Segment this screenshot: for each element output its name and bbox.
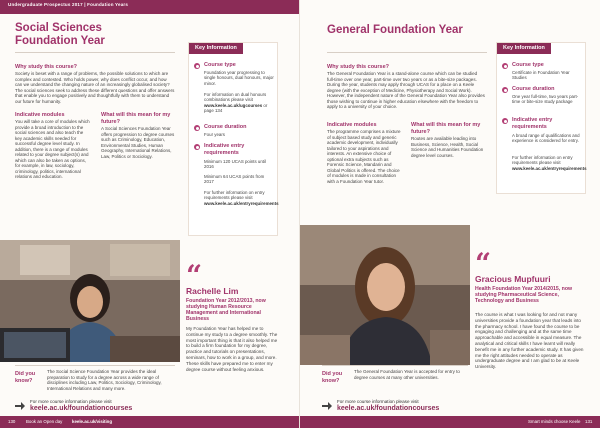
future-text: Routes are available leading into Business, Science, Health, Social Science and Humanities Foundation degree level courses. (411, 136, 484, 158)
duration-text: One year full-time, two years part-time or bite-size study package (512, 94, 579, 105)
did-you-know-label: Did you know? (322, 371, 343, 384)
future-text: A Social Sciences Foundation Year offers progression to degree courses such as Criminology, Education, Environmental Studies, Human Geography, International Relations, Law, Politics or Sociology. (101, 126, 175, 159)
pointer-icon (322, 402, 332, 410)
entry-extra: Minimum 64 UCAS points from 2017 (204, 174, 265, 185)
key-information-box (188, 42, 278, 236)
page-title: General Foundation Year (327, 24, 463, 36)
course-type-text: Foundation year progressing to single honours, dual honours, major minor. (204, 70, 274, 86)
divider (322, 365, 468, 366)
why-heading: Why study this course? (15, 64, 78, 70)
divider (15, 365, 175, 366)
entry-more: For further information on entry requirements please visit (512, 155, 573, 166)
entry-requirements-link[interactable]: www.keele.ac.uk/entryrequirements (204, 200, 279, 206)
key-information-heading: Key Information (189, 43, 243, 54)
page-title: Social Sciences Foundation Year (15, 22, 105, 47)
testimonial-role: Health Foundation Year 2014/2015, now studying Pharmaceutical Science, Technology and Business (475, 286, 573, 304)
divider (15, 52, 175, 53)
foundation-courses-link[interactable]: keele.ac.uk/foundationcourses (337, 405, 440, 412)
page-number: 131 (585, 419, 593, 424)
header-text: Undergraduate Prospectus 2017 | Foundation Years (8, 2, 129, 7)
entry-title: Indicative entry requirements (204, 143, 245, 156)
more-info (30, 399, 180, 413)
student-laptop-image (0, 240, 180, 362)
ugcourses-link[interactable]: www.keele.ac.uk/ugcourses (204, 102, 263, 108)
more-info (337, 399, 477, 413)
modules-heading: Indicative modules (327, 122, 377, 128)
quote-icon: “ (475, 247, 492, 280)
course-type-icon (194, 63, 200, 69)
divider (327, 52, 487, 53)
why-heading: Why study this course? (327, 64, 390, 70)
testimonial-name: Rachelle Lim (186, 286, 239, 296)
more-info-text: For more course information please visit (337, 399, 419, 404)
why-text: The General Foundation Year is a stand-alone course which can be studied full-time over one year, part-time over two years or as a bite-size packages. During the year, students may apply through UCAS for a place on a Keele degree (with the exception of Medicine, Physiotherapy and Social Work). However, the independent nature of the General Foundation Year also provides those wishing to continue in higher education elsewhere with the freedom to apply to a university of your choice. (327, 71, 485, 109)
student-photo (0, 240, 180, 362)
entry-icon (194, 144, 200, 150)
modules-text: You will take a core of modules which provide a broad introduction to the social sciences and also teach the key academic skills needed for successful degree level study. In addition, there is a range of modules related to your degree subject(s) and which can also be taken as options, for example, in law, sociology, criminology, politics, international relations and education. (15, 119, 90, 179)
course-type-extra: For information on dual honours combinations please visit (204, 92, 267, 103)
course-type-icon (502, 63, 508, 69)
entry-more: For further information on entry requirements please visit (204, 190, 265, 201)
footer-bar (0, 416, 300, 428)
duration-title: Course duration (512, 86, 555, 92)
student-photo (300, 225, 470, 365)
duration-title: Course duration (204, 124, 247, 130)
testimonial-role: Foundation Year 2012/2013, now studying Human Resource Management and International Business (186, 298, 266, 322)
duration-text: Four years (204, 132, 225, 137)
why-text: Society is beset with a range of problems, the possible solutions to which are complex and contested. Who holds power, why does conflict occur, and how can we understand the changing nature of an increasingly globalised society? The social sciences seek to address these different questions and offer answers that enable you to engage positively and thoughtfully with them to understand our future for humanity. (15, 71, 175, 104)
entry-icon (502, 118, 508, 124)
testimonial-name: Gracious Mupfuuri (475, 274, 551, 284)
footer-text: Smart minds choose Keele (528, 419, 581, 424)
student-portrait-image (300, 225, 470, 365)
entry-title: Indicative entry requirements (512, 117, 553, 130)
duration-icon (502, 87, 508, 93)
entry-text: Minimum 120 UCAS points until 2016 (204, 159, 266, 170)
right-page (300, 0, 600, 428)
future-heading: What will this mean for my future? (411, 122, 481, 135)
did-you-know-label: Did you know? (15, 371, 36, 384)
key-information-heading: Key Information (497, 43, 551, 54)
page-number: 130 (8, 419, 16, 424)
did-you-know-text: The General Foundation Year is accepted for entry to degree courses at many other universities. (354, 369, 460, 380)
testimonial-quote: My Foundation Year has helped me to continue my study to a degree smoothly. The most important thing is that it also helped me to build a firm foundation for my degree, practice and tutorials on presentations, seminars, how to work in a group, and more. These skills have prepared me to enter my degree course without feeling anxious. (186, 326, 278, 372)
future-heading: What will this mean for my future? (101, 112, 171, 125)
entry-requirements-link[interactable]: www.keele.ac.uk/entryrequirements (512, 165, 587, 171)
quote-icon: “ (186, 259, 203, 292)
header-bar (0, 0, 300, 14)
course-type-tail: or page 134 (204, 102, 268, 113)
did-you-know-text: The Social Science Foundation Year provides the ideal preparation to study for a degree across a wide range of disciplines including Law, Politics, Sociology, Criminology, International Relations and many more. (47, 369, 162, 391)
foundation-courses-link[interactable]: keele.ac.uk/foundationcourses (30, 405, 133, 412)
visiting-link[interactable]: keele.ac.uk/visiting (72, 419, 113, 424)
pointer-icon (15, 402, 25, 410)
key-information-box (496, 42, 586, 194)
duration-icon (194, 125, 200, 131)
modules-text: The programme comprises a mixture of subject based study and generic academic development, individually tailored to your aspirations and interests. An extensive choice of optional extra subjects such as Forensic Science, Mandarin and Global Politics is offered. The choice of modules is made in consultation with a Foundation Year tutor. (327, 129, 401, 184)
course-type-title: Course type (512, 62, 544, 68)
entry-text: A broad range of qualifications and experience is considered for entry. (512, 133, 580, 144)
footer-text: Book an Open day (26, 419, 63, 424)
modules-heading: Indicative modules (15, 112, 65, 118)
course-type-title: Course type (204, 62, 236, 68)
footer-bar (300, 416, 600, 428)
more-info-text: For more course information please visit (30, 399, 112, 404)
course-type-text: Certificate in Foundation Year Studies (512, 70, 570, 81)
testimonial-quote: The course is what I was looking for and not many universities provide a foundation year that leads into the pharmacy school. I have found the course to be engaging and challenging and at the same time approachable and accessible in equal measure. The analytical and critical skills I have learnt will really benefit me in any further academic study. It has given me the right attitudes needed to operate as undergraduate degree and I am glad to be at Keele University. (475, 312, 584, 370)
